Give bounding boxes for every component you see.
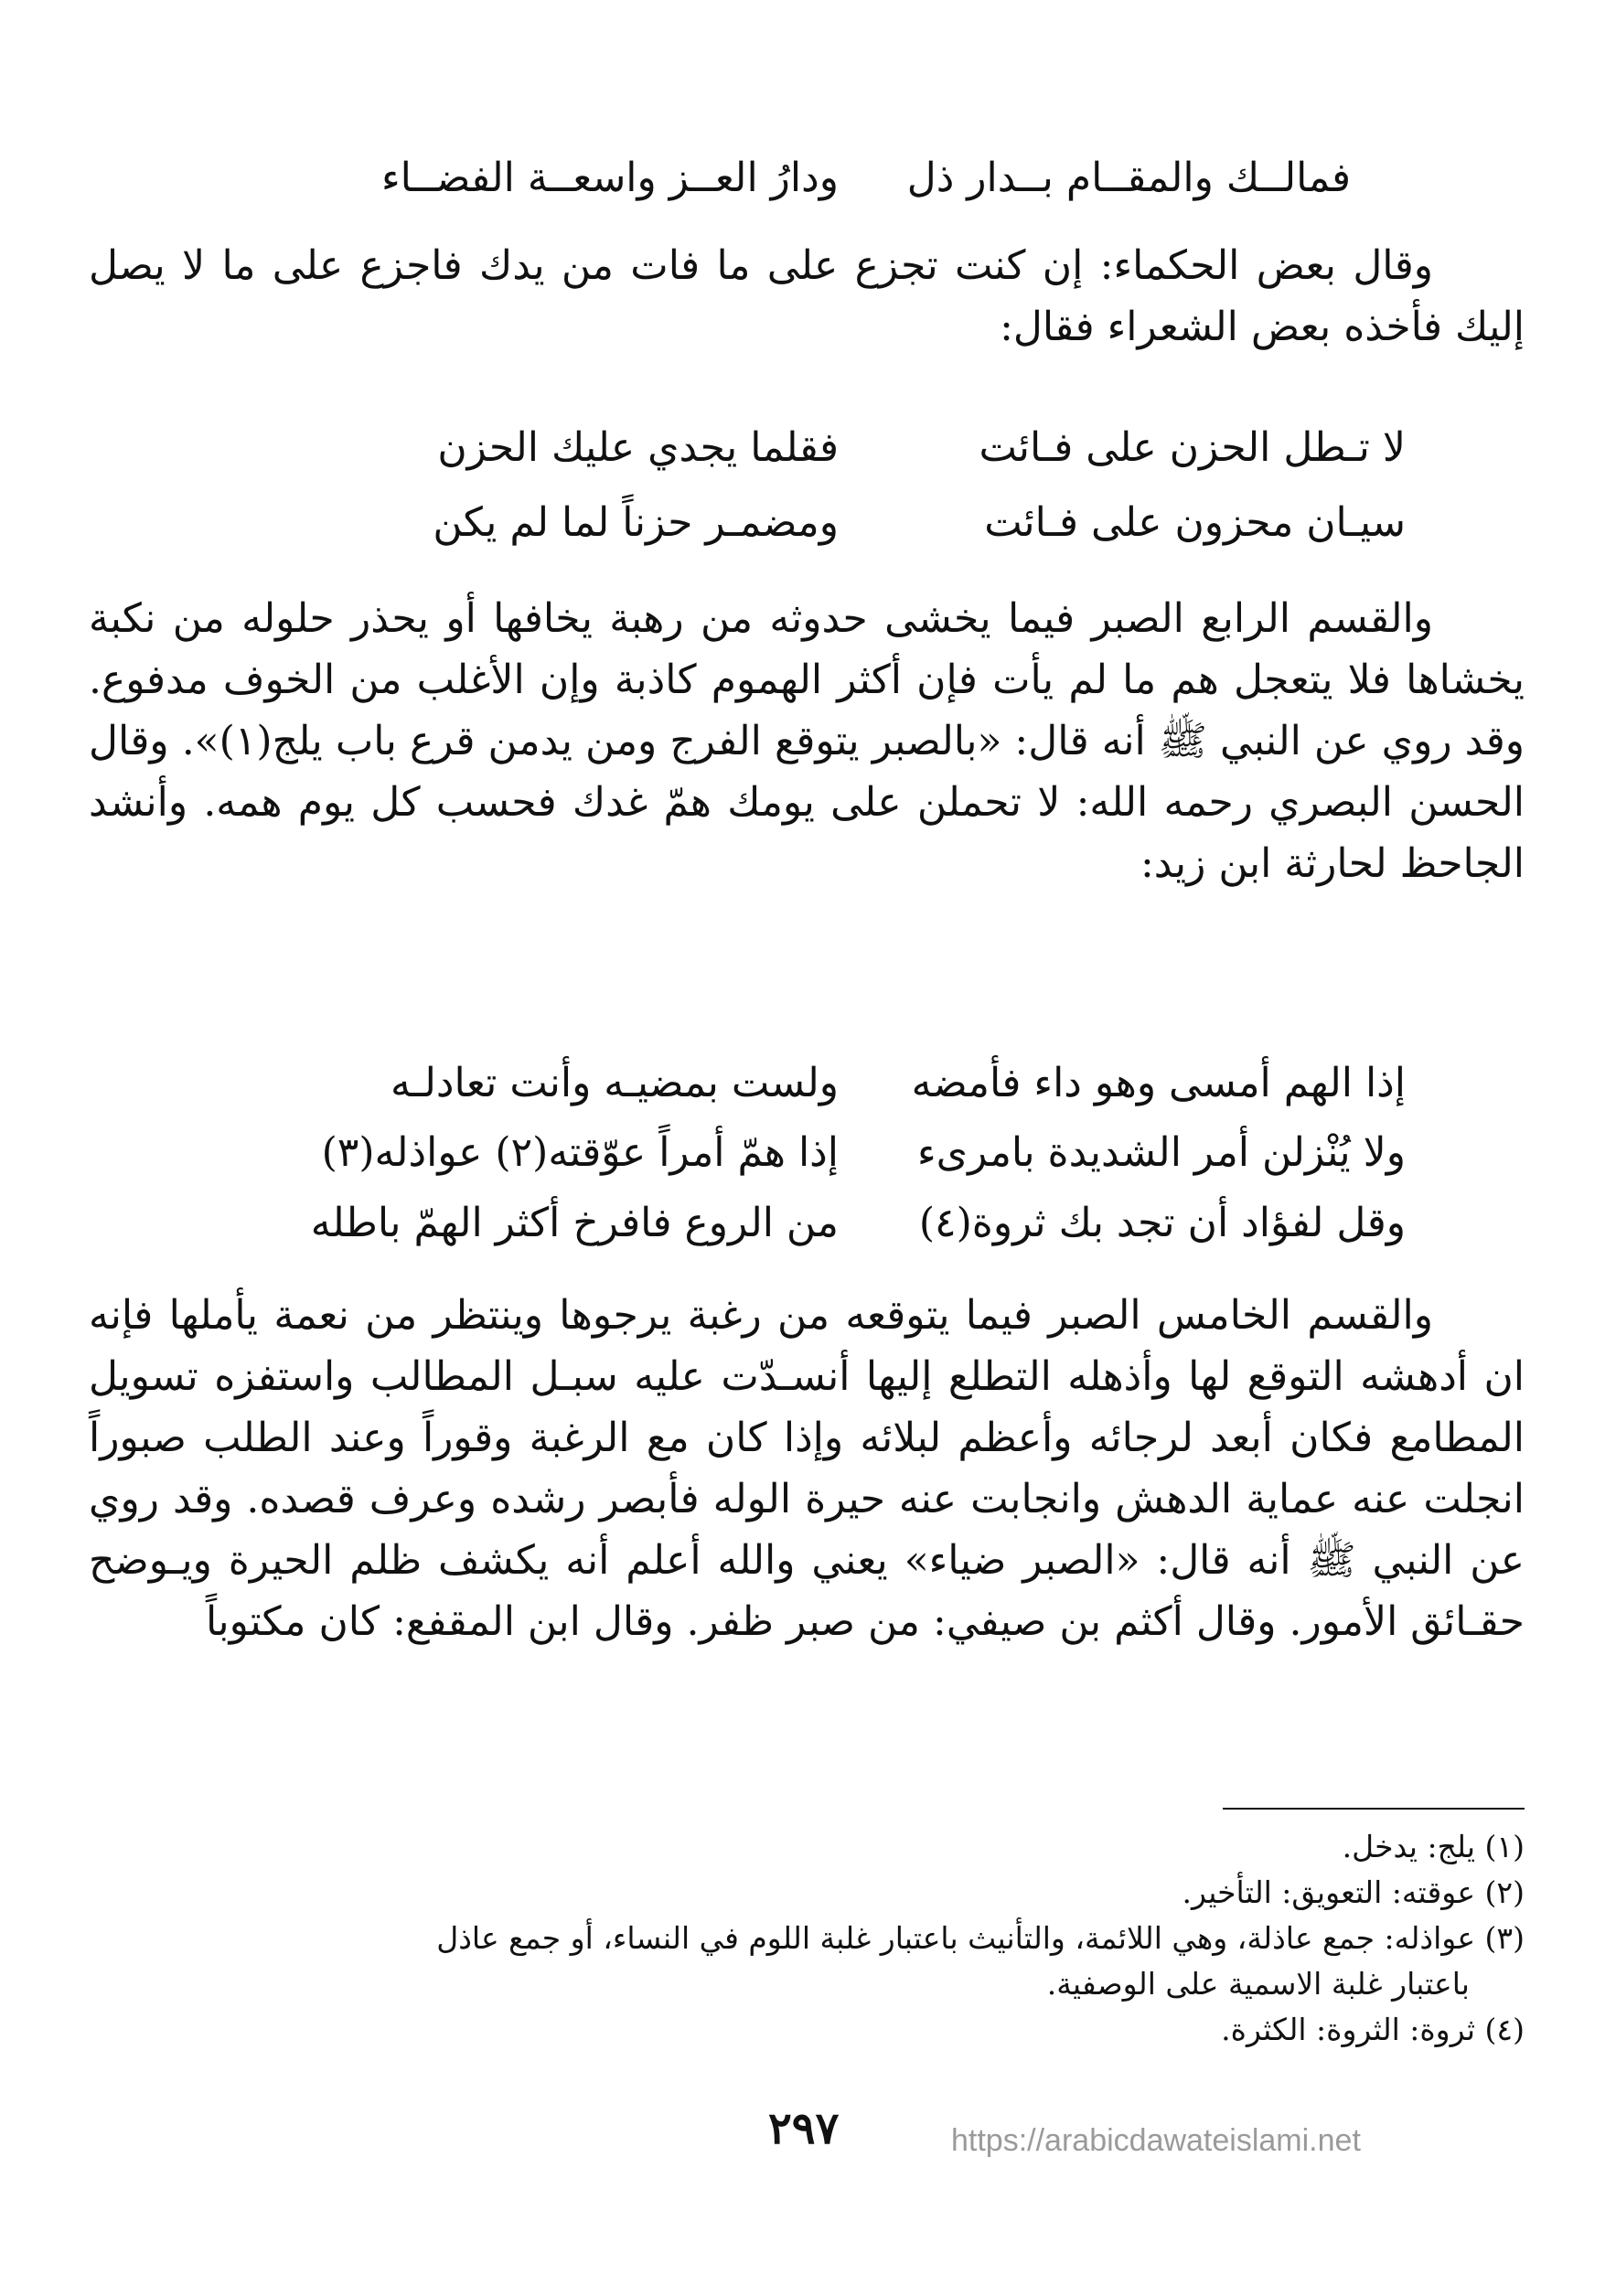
page-number: ٢٩٧ (768, 2103, 840, 2154)
paragraph (89, 1285, 1525, 1652)
verse-line (381, 146, 1351, 210)
verse-hemistich: ومضمـر حزناً لما لم يكن (433, 499, 839, 546)
verse-line (391, 1052, 1406, 1116)
footnotes (61, 1824, 1525, 2053)
verse-hemistich: إذا همّ أمراً عوّقته(٢) عواذله(٣) (321, 1129, 839, 1176)
paragraph (89, 588, 1525, 894)
paragraph (89, 235, 1525, 358)
footnote: (٤) ثروة: الثروة: الكثرة. (1221, 2012, 1525, 2047)
paragraph-text: والقسم الخامس الصبر فيما يتوقعه من رغبة يرجوها وينتظر من نعمة يأملها فإنه ان أدهشه التوقع لها وأذهله التطلع إليها أنسـدّت عليه سبـل المطالب واستفزه تسويل المطامع فكان أبعد لرجائه وأعظم لبلائه وإذا كان مع الرغبة وقوراً وعند الطلب صبوراً انجلت عنه عماية الدهش وانجابت عنه حيرة الوله فأبصر رشده وعرف قصده. وقد روي عن النبي ﷺ أنه قال: «الصبر ضياء» يعني والله أعلم أنه يكشف ظلم الحيرة ويـوضح حقـائق الأمور. وقال أكثم بن صيفي: من صبر ظفر. وقال ابن المقفع: كان مكتوباً (89, 1292, 1525, 1645)
verse-hemistich: فقلما يجدي عليك الحزن (437, 424, 839, 471)
verse-hemistich: لا تـطل الحزن على فـائت (979, 424, 1406, 471)
verse-hemistich: ولست بمضيـه وأنت تعادلـه (391, 1060, 839, 1106)
verse-hemistich: وقل لفؤاد أن تجد بك ثروة(٤) (918, 1200, 1406, 1246)
footnote-continuation: باعتبار غلبة الاسمية على الوصفية. (1046, 1966, 1470, 2002)
verse-hemistich: سيـان محزون على فـائت (984, 499, 1406, 546)
watermark-url: https://arabicdawateislami.net (951, 2123, 1361, 2158)
footnote: (٣) عواذله: جمع عاذلة، وهي اللائمة، والتأنيث باعتبار غلبة اللوم في النساء، أو جمع عاذل (436, 1920, 1525, 1956)
verse-hemistich: ودارُ العــز واسعــة الفضــاء (380, 155, 839, 201)
verse-hemistich: فمالــك والمقــام بــدار ذل (906, 155, 1351, 201)
verse-line (437, 416, 1406, 480)
verse-hemistich: من الروع فافرخ أكثر الهمّ باطله (310, 1200, 839, 1246)
verse-line (311, 1191, 1406, 1255)
verse-hemistich: إذا الهم أمسى وهو داء فأمضه (911, 1060, 1406, 1106)
footnote: (١) يلج: يدخل. (1342, 1829, 1525, 1864)
verse-hemistich: ولا يُنْزلن أمر الشديدة بامرىء (916, 1129, 1406, 1176)
footnote-divider (1223, 1808, 1525, 1810)
footnote: (٢) عوقته: التعويق: التأخير. (1182, 1874, 1525, 1910)
paragraph-text: وقال بعض الحكماء: إن كنت تجزع على ما فات من يدك فاجزع على ما لا يصل إليك فأخذه بعض الشعراء فقال: (89, 242, 1525, 350)
verse-line (433, 491, 1406, 555)
paragraph-text: والقسم الرابع الصبر فيما يخشى حدوثه من رهبة يخافها أو يحذر حلوله من نكبة يخشاها فلا يتعجل هم ما لم يأت فإن أكثر الهموم كاذبة وإن الأغلب من الخوف مدفوع. وقد روي عن النبي ﷺ أنه قال: «بالصبر يتوقع الفرج ومن يدمن قرع باب يلج(١)». وقال الحسن البصري رحمه الله: لا تحملن على يومك همّ غدك فحسب كل يوم همه. وأنشد الجاحظ لحارثة ابن زيد: (89, 595, 1525, 887)
verse-line (322, 1121, 1406, 1185)
